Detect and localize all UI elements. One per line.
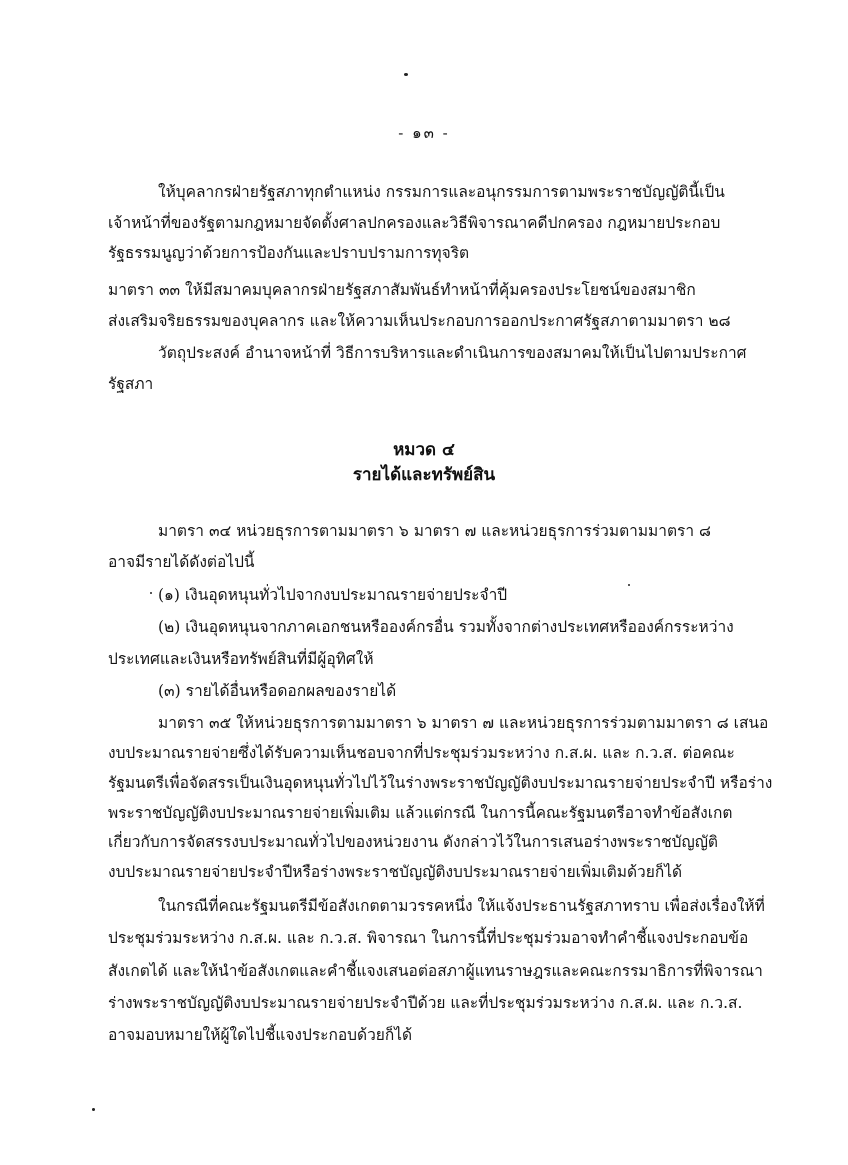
paragraph-line: มาตรา ๓๔ หน่วยธุรการตามมาตรา ๖ มาตรา ๗ และหน่วยธุรการร่วมตามมาตรา ๘	[158, 522, 711, 540]
scan-speck	[628, 584, 630, 586]
paragraph-line: ส่งเสริมจริยธรรมของบุคลากร และให้ความเห็นประกอบการออกประกาศรัฐสภาตามมาตรา ๒๘	[108, 312, 731, 330]
paragraph-line: มาตรา ๓๕ ให้หน่วยธุรการตามมาตรา ๖ มาตรา ๗ และหน่วยธุรการร่วมตามมาตรา ๘ เสนอ	[158, 714, 769, 732]
paragraph-line: ร่างพระราชบัญญัติงบประมาณรายจ่ายประจำปีด้วย และที่ประชุมร่วมระหว่าง ก.ส.ผ. และ ก.ว.ส.	[108, 994, 743, 1012]
paragraph-line: รัฐธรรมนูญว่าด้วยการป้องกันและปราบปรามการทุจริต	[108, 244, 470, 262]
paragraph-line: เกี่ยวกับการจัดสรรงบประมาณทั่วไปของหน่วยงาน ดังกล่าวไว้ในการเสนอร่างพระราชบัญญัติ	[108, 833, 718, 851]
list-item: (๒) เงินอุดหนุนจากภาคเอกชนหรือองค์กรอื่น รวมทั้งจากต่างประเทศหรือองค์กรระหว่าง	[158, 618, 734, 636]
paragraph-line: รัฐสภา	[108, 375, 154, 393]
paragraph-line: อาจมอบหมายให้ผู้ใดไปชี้แจงประกอบด้วยก็ได้	[108, 1026, 413, 1044]
paragraph-line: สังเกตได้ และให้นำข้อสังเกตและคำชี้แจงเสนอต่อสภาผู้แทนราษฎรและคณะกรรมาธิการที่พิจารณา	[108, 962, 763, 980]
scan-speck	[150, 592, 152, 594]
paragraph-line: งบประมาณรายจ่ายซึ่งได้รับความเห็นชอบจากที่ประชุมร่วมระหว่าง ก.ส.ผ. และ ก.ว.ส. ต่อคณะ	[108, 744, 735, 762]
paragraph-line: ประชุมร่วมระหว่าง ก.ส.ผ. และ ก.ว.ส. พิจารณา ในการนี้ที่ประชุมร่วมอาจทำคำชี้แจงประกอบข้อ	[108, 929, 749, 947]
chapter-number: หมวด ๔	[393, 440, 455, 460]
paragraph-line: อาจมีรายได้ดังต่อไปนี้	[108, 553, 255, 571]
paragraph-line: งบประมาณรายจ่ายประจำปีหรือร่างพระราชบัญญัติงบประมาณรายจ่ายเพิ่มเติมด้วยก็ได้	[108, 863, 683, 881]
paragraph-line: ในกรณีที่คณะรัฐมนตรีมีข้อสังเกตตามวรรคหนึ่ง ให้แจ้งประธานรัฐสภาทราบ เพื่อส่งเรื่องให้ที่	[158, 897, 765, 915]
list-item: (๓) รายได้อื่นหรือดอกผลของรายได้	[158, 682, 397, 700]
scan-speck	[404, 73, 408, 76]
page-number: - ๑๓ -	[398, 124, 450, 142]
list-item: (๑) เงินอุดหนุนทั่วไปจากงบประมาณรายจ่ายประจำปี	[158, 586, 508, 604]
paragraph-line: วัตถุประสงค์ อำนาจหน้าที่ วิธีการบริหารและดำเนินการของสมาคมให้เป็นไปตามประกาศ	[158, 344, 747, 362]
paragraph-line: พระราชบัญญัติงบประมาณรายจ่ายเพิ่มเติม แล้วแต่กรณี ในการนี้คณะรัฐมนตรีอาจทำข้อสังเกต	[108, 804, 733, 822]
paragraph-line: ให้บุคลากรฝ่ายรัฐสภาทุกตำแหน่ง กรรมการและอนุกรรมการตามพระราชบัญญัตินี้เป็น	[158, 183, 725, 201]
scan-speck	[92, 1108, 95, 1111]
paragraph-line: รัฐมนตรีเพื่อจัดสรรเป็นเงินอุดหนุนทั่วไปไว้ในร่างพระราชบัญญัติงบประมาณรายจ่ายประจำปี หรือร่าง	[108, 774, 773, 792]
paragraph-line: เจ้าหน้าที่ของรัฐตามกฎหมายจัดตั้งศาลปกครองและวิธีพิจารณาคดีปกครอง กฎหมายประกอบ	[108, 214, 721, 232]
paragraph-line: ประเทศและเงินหรือทรัพย์สินที่มีผู้อุทิศให้	[108, 650, 374, 668]
paragraph-line: มาตรา ๓๓ ให้มีสมาคมบุคลากรฝ่ายรัฐสภาสัมพันธ์ทำหน้าที่คุ้มครองประโยชน์ของสมาชิก	[108, 281, 696, 299]
chapter-title: รายได้และทรัพย์สิน	[352, 465, 496, 485]
